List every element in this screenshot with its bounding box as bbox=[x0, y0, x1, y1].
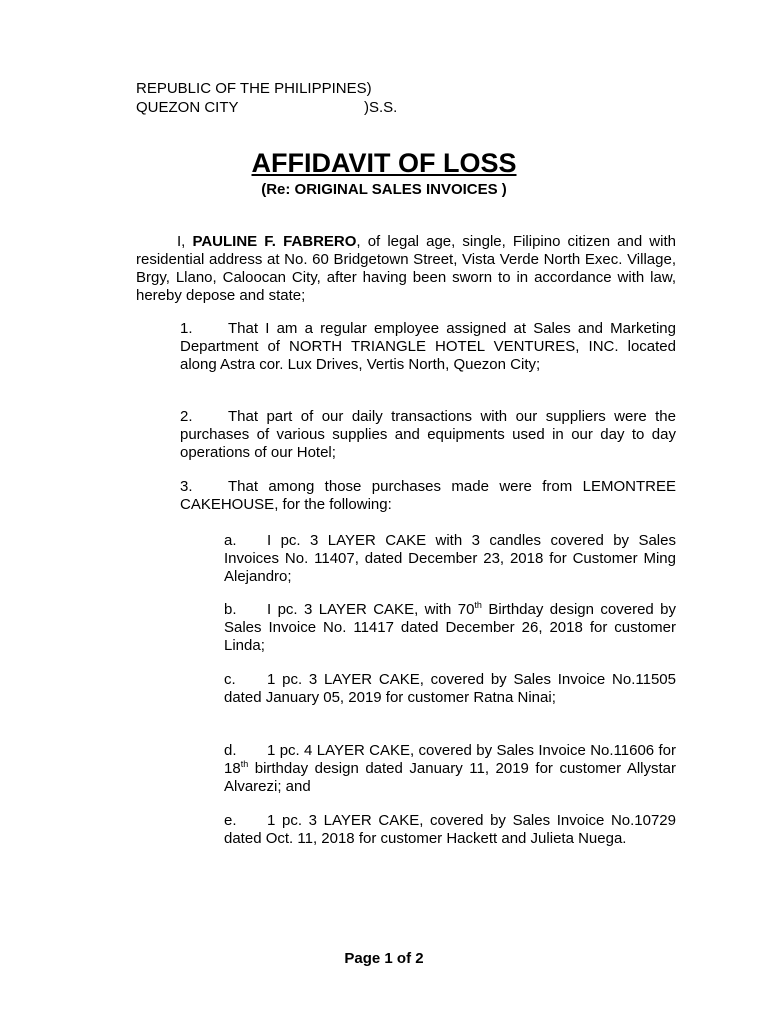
document-subtitle: (Re: ORIGINAL SALES INVOICES ) bbox=[261, 181, 507, 198]
page-of-label: of bbox=[396, 950, 412, 967]
venue-city: QUEZON CITY bbox=[136, 99, 239, 116]
sub-item-letter: c. bbox=[224, 671, 236, 688]
venue-republic: REPUBLIC OF THE PHILIPPINES) bbox=[136, 80, 372, 97]
sub-item-text: 1 pc. 3 LAYER CAKE, covered by Sales Invoice No.10729 dated Oct. 11, 2018 for customer Hackett and Julieta Nuega. bbox=[224, 812, 676, 847]
venue-block bbox=[136, 79, 398, 117]
document-title: AFFIDAVIT OF LOSS bbox=[251, 148, 517, 178]
page-total: 2 bbox=[415, 950, 424, 967]
sub-item-letter: d. bbox=[224, 742, 237, 759]
venue-ss: )S.S. bbox=[364, 99, 398, 116]
sub-item bbox=[224, 812, 676, 848]
item-number: 2. bbox=[180, 408, 193, 425]
numbered-item bbox=[180, 320, 676, 374]
sub-item-text-cont: birthday design dated January 11, 2019 for customer Allystar Alvarezi; and bbox=[224, 760, 676, 795]
intro-prefix: I, bbox=[177, 233, 193, 250]
sub-item-letter: b. bbox=[224, 601, 237, 618]
sub-item-text: I pc. 3 LAYER CAKE, with 70 bbox=[267, 601, 475, 618]
affiant-name: PAULINE F. FABRERO bbox=[192, 233, 357, 250]
intro-paragraph bbox=[136, 233, 676, 305]
page-label: Page bbox=[344, 950, 381, 967]
sub-item-letter: e. bbox=[224, 812, 237, 829]
ordinal-suffix: th bbox=[240, 759, 249, 769]
page-footer bbox=[0, 950, 768, 967]
sub-item bbox=[224, 671, 676, 707]
sub-item-text: I pc. 3 LAYER CAKE with 3 candles covered by Sales Invoices No. 11407, dated December 23, 2018 for Customer Ming Alejandro; bbox=[224, 532, 676, 585]
sub-item bbox=[224, 601, 676, 655]
numbered-item bbox=[180, 478, 676, 514]
intro-text: , of legal age, single, Filipino citizen and with residential address at No. 60 Bridgetown Street, Vista Verde North Exec. Village, Brgy, Llano, Caloocan City, after having been sworn to in accordance with law, hereby depose and state; bbox=[136, 233, 676, 304]
sub-item-text-cont: Birthday design covered by Sales Invoice No. 11417 dated December 26, 2018 for customer Linda; bbox=[224, 601, 676, 654]
item-number: 3. bbox=[180, 478, 193, 495]
sub-item-text: 1 pc. 3 LAYER CAKE, covered by Sales Invoice No.11505 dated January 05, 2019 for customer Ratna Ninai; bbox=[224, 671, 676, 706]
numbered-item bbox=[180, 408, 676, 462]
sub-item-text: 1 pc. 4 LAYER CAKE, covered by Sales Invoice No.11606 for 18 bbox=[224, 742, 676, 777]
item-text: That part of our daily transactions with our suppliers were the purchases of various supplies and equipments used in our day to day operations of our Hotel; bbox=[180, 408, 676, 461]
item-text: That I am a regular employee assigned at Sales and Marketing Department of NORTH TRIANGLE HOTEL VENTURES, INC. located along Astra cor. Lux Drives, Vertis North, Quezon City; bbox=[180, 320, 676, 373]
ordinal-suffix: th bbox=[474, 600, 482, 610]
item-number: 1. bbox=[180, 320, 193, 337]
sub-item bbox=[224, 742, 676, 796]
sub-item bbox=[224, 532, 676, 586]
sub-item-letter: a. bbox=[224, 532, 237, 549]
item-text: That among those purchases made were from LEMONTREE CAKEHOUSE, for the following: bbox=[180, 478, 676, 513]
page-number: 1 bbox=[384, 950, 393, 967]
